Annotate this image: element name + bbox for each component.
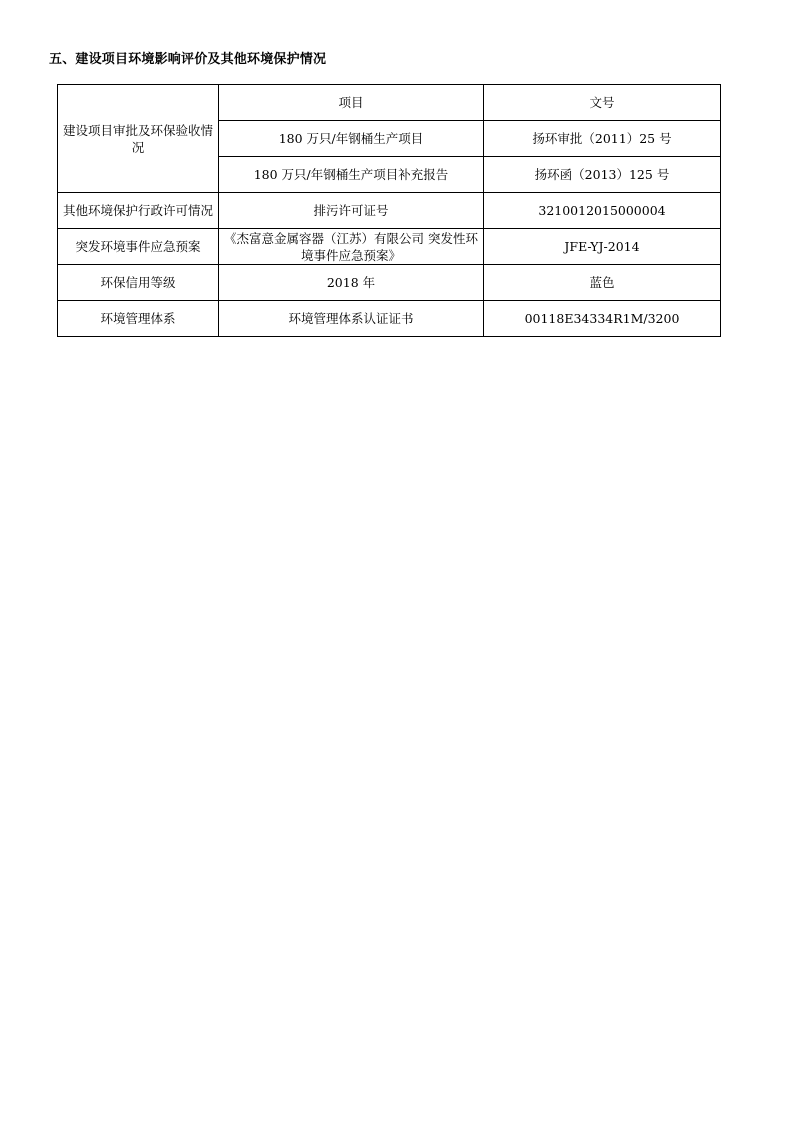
row-doc: JFE-YJ-2014: [484, 229, 721, 265]
row-item: 2018 年: [219, 265, 484, 301]
approval-item: 180 万只/年钢桶生产项目补充报告: [219, 157, 484, 193]
row-label: 环保信用等级: [58, 265, 219, 301]
table-row: [58, 85, 721, 121]
header-doc: 文号: [484, 85, 721, 121]
approval-doc: 扬环函（2013）125 号: [484, 157, 721, 193]
row-doc: 3210012015000004: [484, 193, 721, 229]
row-label: 突发环境事件应急预案: [58, 229, 219, 265]
row-label: 环境管理体系: [58, 301, 219, 337]
table-row: [58, 193, 721, 229]
environment-table: [57, 84, 721, 337]
row-item: 排污许可证号: [219, 193, 484, 229]
approval-doc: 扬环审批（2011）25 号: [484, 121, 721, 157]
approval-item: 180 万只/年钢桶生产项目: [219, 121, 484, 157]
table-row: [58, 265, 721, 301]
row-doc: 蓝色: [484, 265, 721, 301]
table-row: [58, 301, 721, 337]
row-doc: 00118E34334R1M/3200: [484, 301, 721, 337]
row-label: 其他环境保护行政许可情况: [58, 193, 219, 229]
approval-group-label: 建设项目审批及环保验收情况: [58, 85, 219, 193]
row-item: 《杰富意金属容器（江苏）有限公司 突发性环境事件应急预案》: [219, 229, 484, 265]
table-row: [58, 229, 721, 265]
row-item: 环境管理体系认证证书: [219, 301, 484, 337]
header-item: 项目: [219, 85, 484, 121]
section-heading: 五、建设项目环境影响评价及其他环境保护情况: [49, 52, 327, 67]
